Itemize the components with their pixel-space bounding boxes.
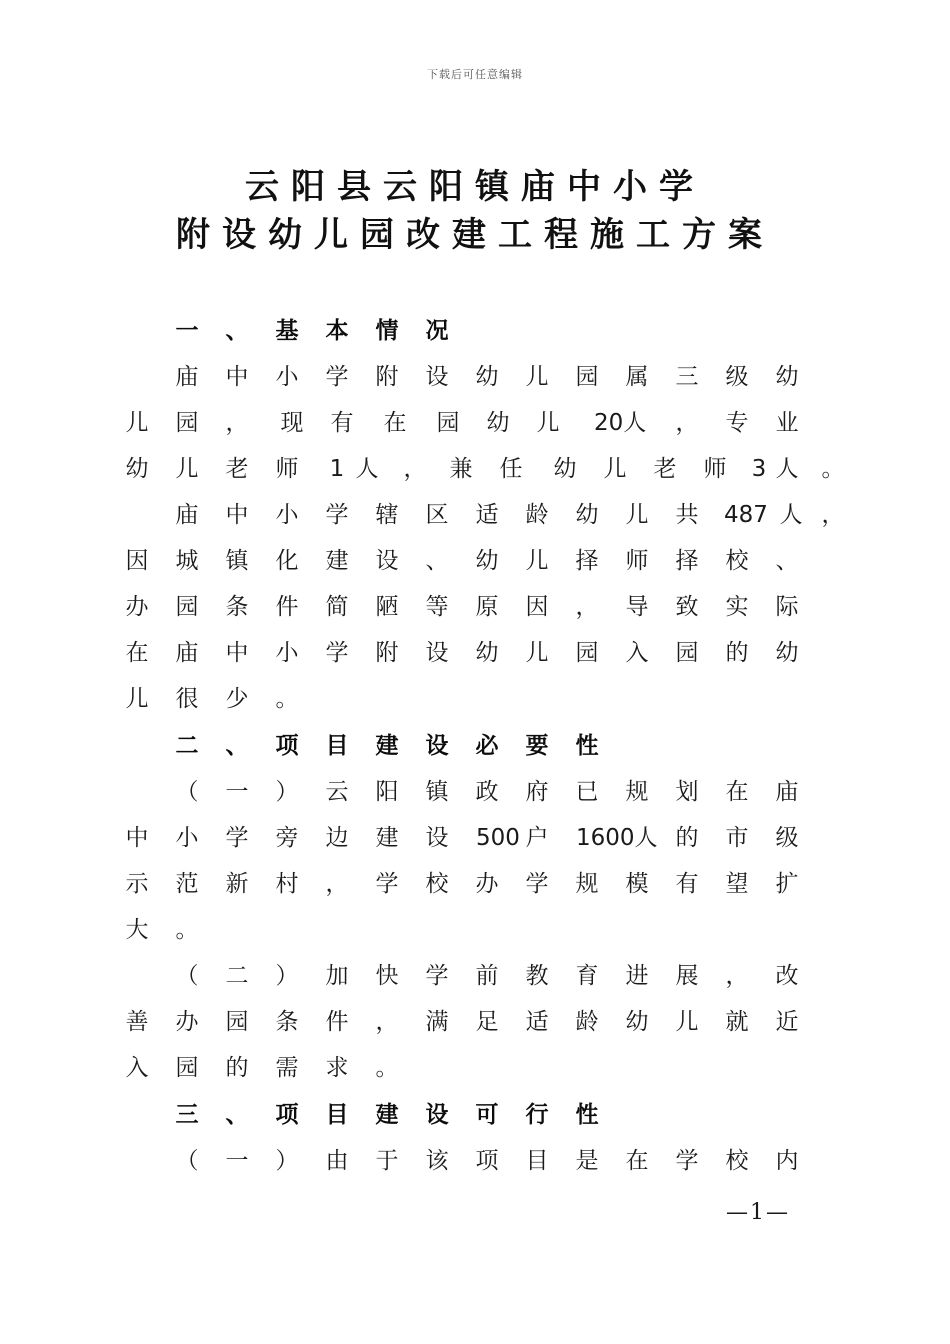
glyph: ， [225,410,249,436]
glyph: 二 [175,733,199,759]
glyph: 扩 [775,871,799,897]
glyph: 师 [703,456,727,482]
glyph: 设 [425,733,449,759]
glyph: 设 [425,364,449,390]
glyph: 少 [225,686,249,712]
glyph: 3 [751,456,767,482]
glyph: 简 [325,594,349,620]
glyph: 建 [375,825,399,851]
glyph: 任 [499,456,523,482]
glyph: 园 [675,640,699,666]
glyph: ） [275,963,299,989]
header-note: 下载后可任意编辑 [427,68,523,81]
glyph: 新 [225,871,249,897]
glyph: 项 [475,1148,499,1174]
glyph: 儿 [536,410,560,436]
glyph: 旁 [275,825,299,851]
glyph: 基 [275,318,299,344]
glyph: 儿 [525,640,549,666]
glyph: 府 [525,779,549,805]
glyph: 20人 [594,410,647,436]
glyph: 中 [225,640,249,666]
glyph: 入 [625,640,649,666]
glyph: 幼 [125,456,149,482]
glyph: 学 [225,825,249,851]
glyph: 的 [725,640,749,666]
glyph: 幼 [775,364,799,390]
glyph: 必 [475,733,499,759]
glyph: 际 [775,594,799,620]
glyph: 范 [175,871,199,897]
glyph: 师 [275,456,299,482]
glyph: 园 [575,640,599,666]
glyph: 幼 [625,1009,649,1035]
glyph: 镇 [225,548,249,574]
glyph: 可 [475,1102,499,1128]
glyph: 况 [425,318,449,344]
glyph: 模 [625,871,649,897]
glyph: 大 [125,917,149,943]
glyph: 校 [425,871,449,897]
glyph: 园 [175,410,199,436]
glyph: 学 [325,502,349,528]
glyph: 因 [525,594,549,620]
glyph: 、 [225,1102,249,1128]
glyph: （ [175,963,199,989]
glyph: 件 [275,594,299,620]
glyph: 儿 [525,364,549,390]
glyph: 学 [675,1148,699,1174]
glyph: 幼 [553,456,577,482]
glyph: 就 [725,1009,749,1035]
glyph: 目 [325,1102,349,1128]
glyph: 儿 [525,548,549,574]
glyph: ， [403,456,427,482]
glyph: 小 [275,502,299,528]
glyph: 、 [425,548,449,574]
glyph: 校 [725,548,749,574]
glyph: 487 [724,502,768,528]
document-title-line-2: 附设幼儿园改建工程施工方案 [176,215,774,255]
glyph: 儿 [675,1009,699,1035]
glyph: 政 [475,779,499,805]
glyph: 现 [280,410,304,436]
glyph: 辖 [375,502,399,528]
glyph: 在 [725,779,749,805]
glyph: 本 [325,318,349,344]
glyph: 庙 [175,640,199,666]
glyph: 育 [575,963,599,989]
glyph: 阳 [375,779,399,805]
glyph: 龄 [575,1009,599,1035]
glyph: 园 [436,410,460,436]
glyph: 幼 [486,410,510,436]
glyph: ， [325,871,349,897]
glyph: 适 [525,1009,549,1035]
glyph: 于 [375,1148,399,1174]
glyph: 儿 [175,456,199,482]
glyph: 一 [225,779,249,805]
glyph: 望 [725,871,749,897]
glyph: 幼 [475,548,499,574]
glyph: 设 [375,548,399,574]
glyph: 项 [275,1102,299,1128]
glyph: 适 [475,502,499,528]
glyph: 建 [375,733,399,759]
glyph: 人 [775,456,799,482]
glyph: 户 [525,825,549,851]
glyph: 由 [325,1148,349,1174]
glyph: 情 [375,318,399,344]
glyph: 人 [779,502,803,528]
glyph: 幼 [775,640,799,666]
glyph: 该 [425,1148,449,1174]
glyph: 小 [275,640,299,666]
glyph: 在 [383,410,407,436]
glyph: 学 [525,871,549,897]
glyph: 中 [125,825,149,851]
glyph: 近 [775,1009,799,1035]
glyph: ， [375,1009,399,1035]
glyph: 级 [775,825,799,851]
glyph: 善 [125,1009,149,1035]
glyph: 前 [475,963,499,989]
glyph: 云 [325,779,349,805]
glyph: 实 [725,594,749,620]
glyph: 中 [225,502,249,528]
glyph: 需 [275,1055,299,1081]
glyph: 三 [675,364,699,390]
glyph: 城 [175,548,199,574]
glyph: 儿 [603,456,627,482]
glyph: 中 [225,364,249,390]
glyph: 性 [575,733,599,759]
glyph: 条 [275,1009,299,1035]
glyph: 附 [375,640,399,666]
glyph: 校 [725,1148,749,1174]
glyph: 龄 [525,502,549,528]
glyph: 学 [325,640,349,666]
glyph: 设 [425,1102,449,1128]
glyph: 教 [525,963,549,989]
glyph: 、 [225,318,249,344]
glyph: 导 [625,594,649,620]
glyph: 老 [225,456,249,482]
glyph: ， [575,594,599,620]
glyph: 。 [375,1055,399,1081]
glyph: 园 [575,364,599,390]
glyph: 庙 [175,502,199,528]
glyph: 办 [125,594,149,620]
glyph: ， [675,410,699,436]
glyph: 要 [525,733,549,759]
glyph: 园 [225,1009,249,1035]
glyph: 业 [775,410,799,436]
glyph: 的 [225,1055,249,1081]
glyph: 在 [625,1148,649,1174]
glyph: ， [821,502,845,528]
glyph: 幼 [475,640,499,666]
glyph: 二 [225,963,249,989]
glyph: 村 [275,871,299,897]
glyph: 区 [425,502,449,528]
glyph: 规 [625,779,649,805]
glyph: 足 [475,1009,499,1035]
glyph: 学 [375,871,399,897]
glyph: 条 [225,594,249,620]
glyph: ， [725,963,749,989]
glyph: 市 [725,825,749,851]
glyph: （ [175,1148,199,1174]
glyph: 儿 [125,410,149,436]
glyph: （ [175,779,199,805]
glyph: 内 [775,1148,799,1174]
glyph: 有 [330,410,354,436]
glyph: 已 [575,779,599,805]
glyph: 、 [225,733,249,759]
glyph: 致 [675,594,699,620]
glyph: 500 [476,825,520,851]
glyph: 件 [325,1009,349,1035]
glyph: 兼 [449,456,473,482]
glyph: 进 [625,963,649,989]
glyph: 学 [325,364,349,390]
glyph: 小 [275,364,299,390]
glyph: 1600人 [576,825,658,851]
glyph: 共 [675,502,699,528]
glyph: 一 [225,1148,249,1174]
glyph: 老 [653,456,677,482]
glyph: 。 [175,917,199,943]
glyph: 庙 [175,364,199,390]
glyph: 示 [125,871,149,897]
glyph: 陋 [375,594,399,620]
glyph: 、 [775,548,799,574]
glyph: 建 [325,548,349,574]
glyph: 一 [175,318,199,344]
glyph: 小 [175,825,199,851]
glyph: 设 [425,825,449,851]
glyph: 办 [475,871,499,897]
glyph: 目 [525,1148,549,1174]
glyph: 择 [675,548,699,574]
glyph: 行 [525,1102,549,1128]
glyph: 。 [275,686,299,712]
glyph: 是 [575,1148,599,1174]
glyph: 儿 [125,686,149,712]
glyph: 三 [175,1102,199,1128]
glyph: 镇 [425,779,449,805]
glyph: 改 [775,963,799,989]
glyph: 目 [325,733,349,759]
glyph: 规 [575,871,599,897]
glyph: 办 [175,1009,199,1035]
glyph: 等 [425,594,449,620]
glyph: 在 [125,640,149,666]
glyph: 展 [675,963,699,989]
glyph: 人 [355,456,379,482]
glyph: 入 [125,1055,149,1081]
glyph: 师 [625,548,649,574]
glyph: 园 [175,1055,199,1081]
glyph: 因 [125,548,149,574]
glyph: 幼 [475,364,499,390]
glyph: ） [275,1148,299,1174]
glyph: 学 [425,963,449,989]
glyph: 化 [275,548,299,574]
glyph: 附 [375,364,399,390]
glyph: 满 [425,1009,449,1035]
page-number: —1— [726,1200,790,1225]
glyph: 择 [575,548,599,574]
glyph: 原 [475,594,499,620]
glyph: 快 [375,963,399,989]
glyph: 求 [325,1055,349,1081]
glyph: 园 [175,594,199,620]
glyph: 设 [425,640,449,666]
glyph: 性 [575,1102,599,1128]
glyph: 有 [675,871,699,897]
glyph: ） [275,779,299,805]
glyph: 很 [175,686,199,712]
glyph: 项 [275,733,299,759]
glyph: 幼 [575,502,599,528]
glyph: 庙 [775,779,799,805]
glyph: 加 [325,963,349,989]
glyph: 的 [675,825,699,851]
glyph: 划 [675,779,699,805]
glyph: 建 [375,1102,399,1128]
glyph: 属 [625,364,649,390]
glyph: 边 [325,825,349,851]
document-title-line-1: 云阳县云阳镇庙中小学 [245,167,705,207]
glyph: 级 [725,364,749,390]
glyph: 专 [725,410,749,436]
glyph: 儿 [625,502,649,528]
glyph: 。 [821,456,845,482]
glyph: 1 [329,456,345,482]
